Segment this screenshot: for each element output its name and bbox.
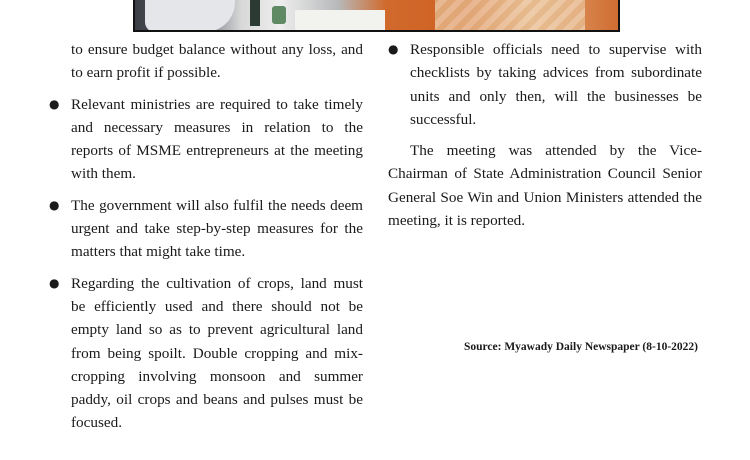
photo-papers [295, 10, 385, 32]
bullet-icon: ● [49, 197, 60, 212]
left-column [49, 38, 363, 443]
closing-paragraph: The meeting was attended by the Vice-Chairman of State Administration Council Senior General Soe Win and Union Ministers attended the meeting, it is reported. [388, 142, 702, 230]
bullet-icon: ● [49, 275, 60, 290]
photo-person-shirt [145, 0, 235, 32]
bullet-icon: ● [388, 42, 399, 56]
bullet-text: Responsible officials need to supervise with checklists by taking advices from subordinate units and only then, will the businesses be successful. [410, 41, 702, 128]
photo-bottle [250, 0, 260, 26]
photo-tablecloth [435, 0, 585, 32]
bullet-item [49, 194, 363, 264]
bullet-icon: ● [49, 96, 60, 111]
bullet-item [388, 38, 702, 131]
bullet-item [49, 93, 363, 186]
right-column [388, 38, 702, 232]
photo-cup [272, 6, 286, 24]
meeting-photo [133, 0, 620, 32]
bullet-item [49, 272, 363, 435]
bullet-text: Relevant ministries are required to take timely and necessary measures in relation to the reports of MSME entrepreneurs at the meeting with them. [71, 95, 363, 183]
source-credit: Source: Myawady Daily Newspaper (8-10-2022) [463, 341, 698, 353]
left-continuation-text: to ensure budget balance without any loss, and to earn profit if possible. [71, 41, 363, 82]
bullet-text: Regarding the cultivation of crops, land must be efficiently used and there should not be empty land so as to prevent agricultural land from being spoilt. Double cropping and mix-cropping involving monsoon and summer paddy, oil crops and beans and pulses must be focused. [71, 274, 363, 432]
bullet-text: The government will also fulfil the needs deem urgent and take step-by-step measures for the matters that might take time. [71, 196, 363, 261]
